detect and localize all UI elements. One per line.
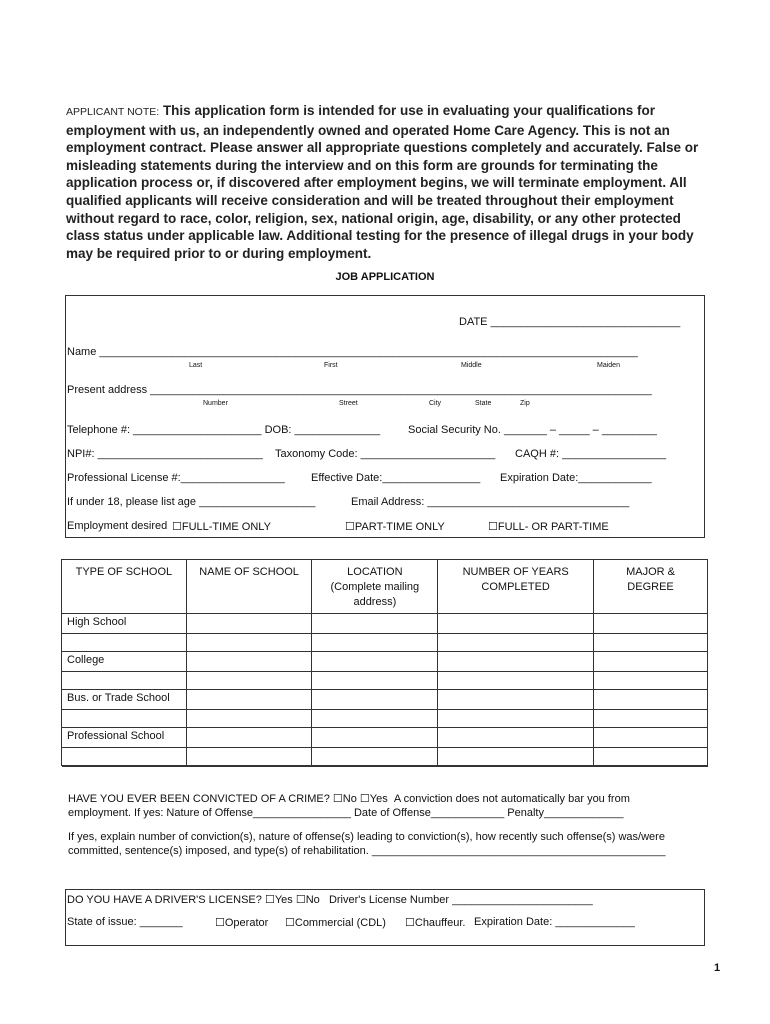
- page-number: 1: [714, 962, 721, 974]
- table-cell[interactable]: [186, 672, 312, 690]
- checkbox-icon[interactable]: ☐: [172, 521, 182, 533]
- operator-option[interactable]: [215, 916, 268, 929]
- table-cell[interactable]: [312, 690, 438, 710]
- operator-label: Operator: [224, 917, 269, 929]
- header-type-of-school: TYPE OF SCHOOL: [62, 560, 187, 614]
- school-type-high-school: High School: [62, 614, 187, 634]
- state-of-issue-field[interactable]: State of issue: _______: [67, 916, 183, 928]
- table-cell[interactable]: [438, 614, 594, 634]
- table-cell[interactable]: [312, 728, 438, 748]
- table-cell[interactable]: [594, 614, 708, 634]
- table-cell[interactable]: [312, 672, 438, 690]
- table-cell[interactable]: [186, 690, 312, 710]
- checkbox-icon[interactable]: ☐: [295, 894, 306, 906]
- effective-date-field[interactable]: Effective Date:________________: [311, 472, 481, 484]
- either-option[interactable]: [488, 520, 609, 533]
- table-cell[interactable]: [594, 710, 708, 728]
- checkbox-icon[interactable]: ☐: [488, 521, 498, 533]
- table-cell[interactable]: [312, 614, 438, 634]
- address-sub-number: Number: [203, 400, 228, 407]
- address-sub-zip: Zip: [520, 400, 530, 407]
- crime-explain-field[interactable]: committed, sentence(s) imposed, and type(s) of rehabilitation. ________________________________________________: [68, 845, 666, 857]
- license-expiration-field[interactable]: Expiration Date: _____________: [474, 916, 635, 928]
- crime-no-label: No: [342, 793, 357, 805]
- table-cell[interactable]: [594, 748, 708, 766]
- table-cell[interactable]: [186, 710, 312, 728]
- employment-desired-label: Employment desired: [67, 520, 168, 532]
- table-cell[interactable]: [438, 728, 594, 748]
- checkbox-icon[interactable]: ☐: [215, 917, 225, 929]
- table-cell[interactable]: [62, 710, 187, 728]
- table-cell[interactable]: [312, 634, 438, 652]
- table-row: [62, 672, 708, 690]
- name-sub-maiden: Maiden: [597, 362, 620, 369]
- checkbox-icon[interactable]: ☐: [405, 917, 415, 929]
- part-time-option[interactable]: [345, 520, 445, 533]
- table-cell[interactable]: [438, 690, 594, 710]
- applicant-note-label: APPLICANT NOTE:: [66, 106, 160, 118]
- checkbox-icon[interactable]: ☐: [345, 521, 355, 533]
- license-number-field[interactable]: Driver's License Number _______________________: [328, 894, 593, 906]
- header-years-completed: NUMBER OF YEARS COMPLETED: [438, 560, 594, 614]
- header-major-degree: MAJOR & DEGREE: [594, 560, 708, 614]
- crime-question: HAVE YOU EVER BEEN CONVICTED OF A CRIME?: [68, 793, 330, 805]
- date-field[interactable]: DATE _______________________________: [459, 316, 681, 328]
- education-table: [61, 559, 708, 766]
- either-label: FULL- OR PART-TIME: [497, 521, 609, 533]
- name-sub-first: First: [324, 362, 338, 369]
- table-cell[interactable]: [186, 652, 312, 672]
- table-cell[interactable]: [438, 710, 594, 728]
- table-cell[interactable]: [312, 748, 438, 766]
- table-cell[interactable]: [186, 748, 312, 766]
- license-no-label: No: [305, 894, 320, 906]
- header-name-of-school: NAME OF SCHOOL: [186, 560, 312, 614]
- table-row: [62, 634, 708, 652]
- table-header-row: [62, 560, 708, 614]
- taxonomy-field[interactable]: Taxonomy Code: ______________________: [275, 448, 496, 460]
- table-cell[interactable]: [312, 652, 438, 672]
- license-question: DO YOU HAVE A DRIVER'S LICENSE?: [67, 894, 262, 906]
- ssn-field[interactable]: Social Security No. _______ – _____ – _________: [408, 424, 657, 436]
- table-cell[interactable]: [438, 652, 594, 672]
- table-row: [62, 728, 708, 748]
- table-cell[interactable]: [62, 634, 187, 652]
- table-row: [62, 710, 708, 728]
- table-cell[interactable]: [186, 634, 312, 652]
- crime-yes-label: Yes: [369, 793, 388, 805]
- table-cell[interactable]: [438, 672, 594, 690]
- applicant-note: [66, 102, 716, 262]
- address-sub-city: City: [429, 400, 442, 407]
- caqh-field[interactable]: CAQH #: _________________: [515, 448, 667, 460]
- expiration-date-field[interactable]: Expiration Date:____________: [500, 472, 652, 484]
- table-cell[interactable]: [312, 710, 438, 728]
- name-sub-middle: Middle: [461, 362, 482, 369]
- commercial-option[interactable]: [285, 916, 386, 929]
- checkbox-icon[interactable]: ☐: [285, 917, 295, 929]
- npi-field[interactable]: NPI#: ___________________________: [67, 448, 263, 460]
- table-cell[interactable]: [438, 634, 594, 652]
- chauffeur-label: Chauffeur.: [414, 917, 466, 929]
- table-row: [62, 614, 708, 634]
- address-field[interactable]: Present address __________________________________________________________________________________: [67, 384, 652, 396]
- table-cell[interactable]: [594, 690, 708, 710]
- table-cell[interactable]: [186, 728, 312, 748]
- address-sub-state: State: [475, 400, 492, 407]
- table-row: [62, 652, 708, 672]
- license-yes-label: Yes: [274, 894, 293, 906]
- table-cell[interactable]: [594, 652, 708, 672]
- telephone-dob-field[interactable]: Telephone #: _____________________ DOB: ______________: [67, 424, 381, 436]
- checkbox-icon[interactable]: ☐: [332, 793, 343, 805]
- checkbox-icon[interactable]: ☐: [359, 793, 370, 805]
- table-cell[interactable]: [62, 748, 187, 766]
- header-location: LOCATION (Complete mailing address): [312, 560, 438, 614]
- crime-details-field[interactable]: employment. If yes: Nature of Offense________________ Date of Offense____________ Penalty_____________: [68, 807, 624, 819]
- section-divider: [62, 766, 708, 767]
- applicant-note-text: This application form is intended for use in evaluating your qualifications for employment with us, an independently owned and operated Home Care Agency. This is not an employment contract. Please answer all appropriate questions completely and accurately. False or misleading statements during the interview and on this form are grounds for terminating the application process or, if discovered after employment begins, we will terminate employment. All qualified applicants will receive consideration and will be treated throughout their employment without regard to race, color, religion, sex, national origin, age, disability, or any other protected class status under applicable law. Additional testing for the presence of illegal drugs in your body may be required prior to or during employment.: [66, 103, 699, 261]
- commercial-label: Commercial (CDL): [294, 917, 386, 929]
- crime-note: A conviction does not automatically bar you from: [393, 793, 630, 805]
- address-sub-street: Street: [339, 400, 358, 407]
- school-type-college: College: [62, 652, 187, 672]
- crime-explain-line1: If yes, explain number of conviction(s), nature of offense(s) leading to conviction(s), how recently such offense(s) was/were: [68, 831, 665, 843]
- form-title: JOB APPLICATION: [335, 271, 435, 283]
- table-row: [62, 690, 708, 710]
- table-cell[interactable]: [594, 634, 708, 652]
- checkbox-icon[interactable]: ☐: [264, 894, 275, 906]
- part-time-label: PART-TIME ONLY: [354, 521, 445, 533]
- email-field[interactable]: Email Address: _________________________________: [351, 496, 630, 508]
- table-cell[interactable]: [594, 728, 708, 748]
- school-type-trade: Bus. or Trade School: [62, 690, 187, 710]
- license-question-line: [67, 893, 593, 906]
- full-time-option[interactable]: [172, 520, 271, 533]
- license-number-field[interactable]: Professional License #:_________________: [67, 472, 285, 484]
- chauffeur-option[interactable]: [405, 916, 465, 929]
- table-cell[interactable]: [438, 748, 594, 766]
- crime-question-line: [68, 792, 630, 806]
- school-type-professional: Professional School: [62, 728, 187, 748]
- table-cell[interactable]: [594, 672, 708, 690]
- name-sub-last: Last: [189, 362, 203, 369]
- name-field[interactable]: Name ________________________________________________________________________________________: [67, 346, 638, 358]
- age-field[interactable]: If under 18, please list age ___________________: [67, 496, 316, 508]
- table-cell[interactable]: [62, 672, 187, 690]
- full-time-label: FULL-TIME ONLY: [181, 521, 271, 533]
- table-row: [62, 748, 708, 766]
- table-cell[interactable]: [186, 614, 312, 634]
